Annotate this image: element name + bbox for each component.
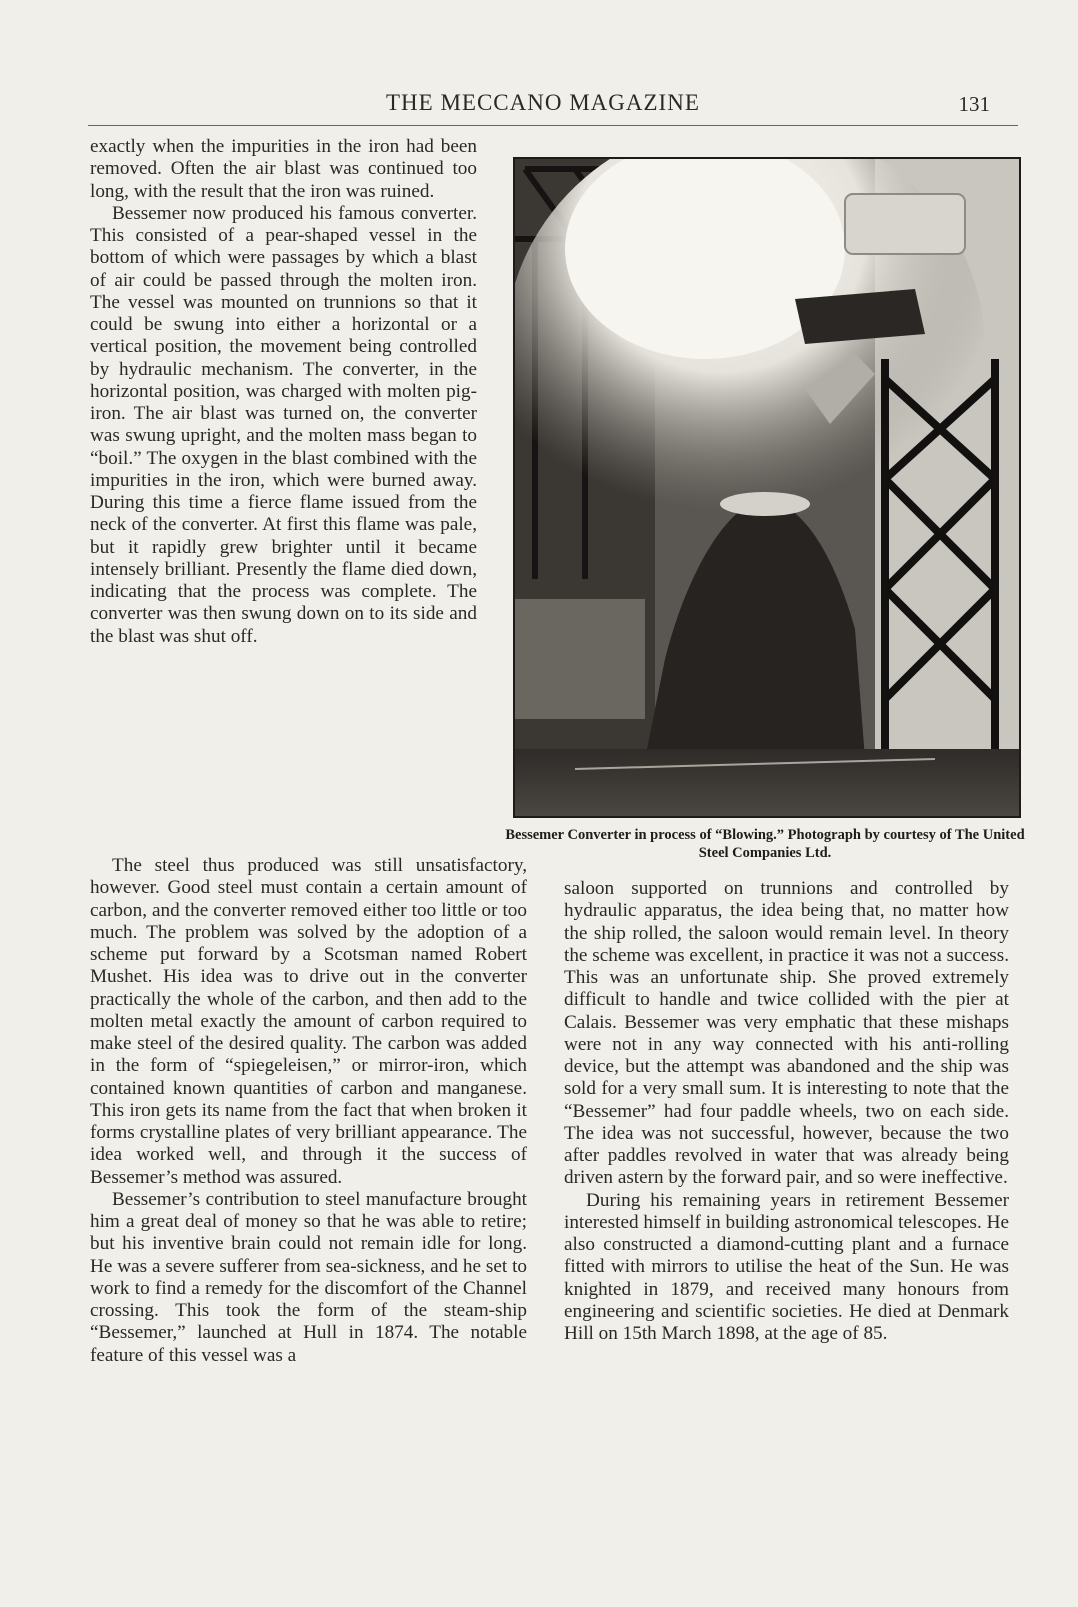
paragraph: saloon supported on trunnions and controlled by hydraulic apparatus, the idea being that, no matter how the ship rolled, the saloon would remain level. In theory the scheme was excellent, in practice it was not a success. This was an unfortunate ship. She proved extremely difficult to handle and twice collided with the pier at Calais. Bessemer was very emphatic that these mishaps were not in any way connected with his anti-rolling device, but the attempt was abandoned and the ship was sold for a very small sum. It is interesting to note that the “Bessemer” had four paddle wheels, two on each side. The idea was not successful, however, because the two after paddles revolved in water that was already being driven astern by the forward pair, and so were ineffective. — [564, 878, 1009, 1189]
left-column-bottom — [90, 855, 527, 1367]
left-column-top — [90, 136, 477, 648]
paragraph: During his remaining years in retirement Bessemer interested himself in building astronomical telescopes. He also constructed a diamond-cutting plant and a furnace fitted with mirrors to utilise the heat of the Sun. He was knighted in 1879, and received many honours from engineering and scientific societies. He died at Denmark Hill on 15th March 1898, at the age of 85. — [564, 1189, 1009, 1344]
magazine-title: THE MECCANO MAGAZINE — [386, 90, 700, 115]
photo-caption: Bessemer Converter in process of “Blowing.” Photograph by courtesy of The United Steel Companies Ltd. — [505, 827, 1025, 861]
paragraph: Bessemer’s contribution to steel manufacture brought him a great deal of money so that he was able to retire; but his inventive brain could not remain idle for long. He was a severe sufferer from sea-sickness, and he set to work to find a remedy for the discomfort of the Channel crossing. This took the form of the steam-ship “Bessemer,” launched at Hull in 1874. The notable feature of this vessel was a — [90, 1188, 527, 1366]
converter-photograph — [513, 157, 1021, 818]
page-header — [88, 86, 998, 122]
paragraph: Bessemer now produced his famous converter. This consisted of a pear-shaped vessel in the bottom of which were passages by which a blast of air could be passed through the molten iron. The vessel was mounted on trunnions so that it could be swung into either a horizontal or a vertical position, the movement being controlled by hydraulic mechanism. The converter, in the horizontal position, was charged with molten pig-iron. The air blast was turned on, the converter was swung upright, and the molten mass began to “boil.” The oxygen in the blast combined with the impurities in the iron, which were burned away. During this time a fierce flame issued from the neck of the converter. At first this flame was pale, but it rapidly grew brighter until it became intensely brilliant. Presently the flame died down, indicating that the process was complete. The converter was then swung down on to its side and the blast was shut off. — [90, 202, 477, 647]
right-column — [564, 878, 1009, 1345]
page-number: 131 — [958, 92, 990, 116]
paragraph: The steel thus produced was still unsatisfactory, however. Good steel must contain a certain amount of carbon, and the converter removed either too little or too much. The problem was solved by the adoption of a scheme put forward by a Scotsman named Robert Mushet. His idea was to drive out in the converter practically the whole of the carbon, and then add to the molten metal exactly the amount of carbon required to make steel of the desired quality. The carbon was added in the form of “spiegeleisen,” or mirror-iron, which contained known quantities of carbon and manganese. This iron gets its name from the fact that when broken it forms crystalline plates of very brilliant appearance. The idea worked well, and through it the success of Bessemer’s method was assured. — [90, 855, 527, 1188]
paragraph: exactly when the impurities in the iron had been removed. Often the air blast was continued too long, with the result that the iron was ruined. — [90, 136, 477, 202]
header-rule — [88, 125, 1018, 126]
